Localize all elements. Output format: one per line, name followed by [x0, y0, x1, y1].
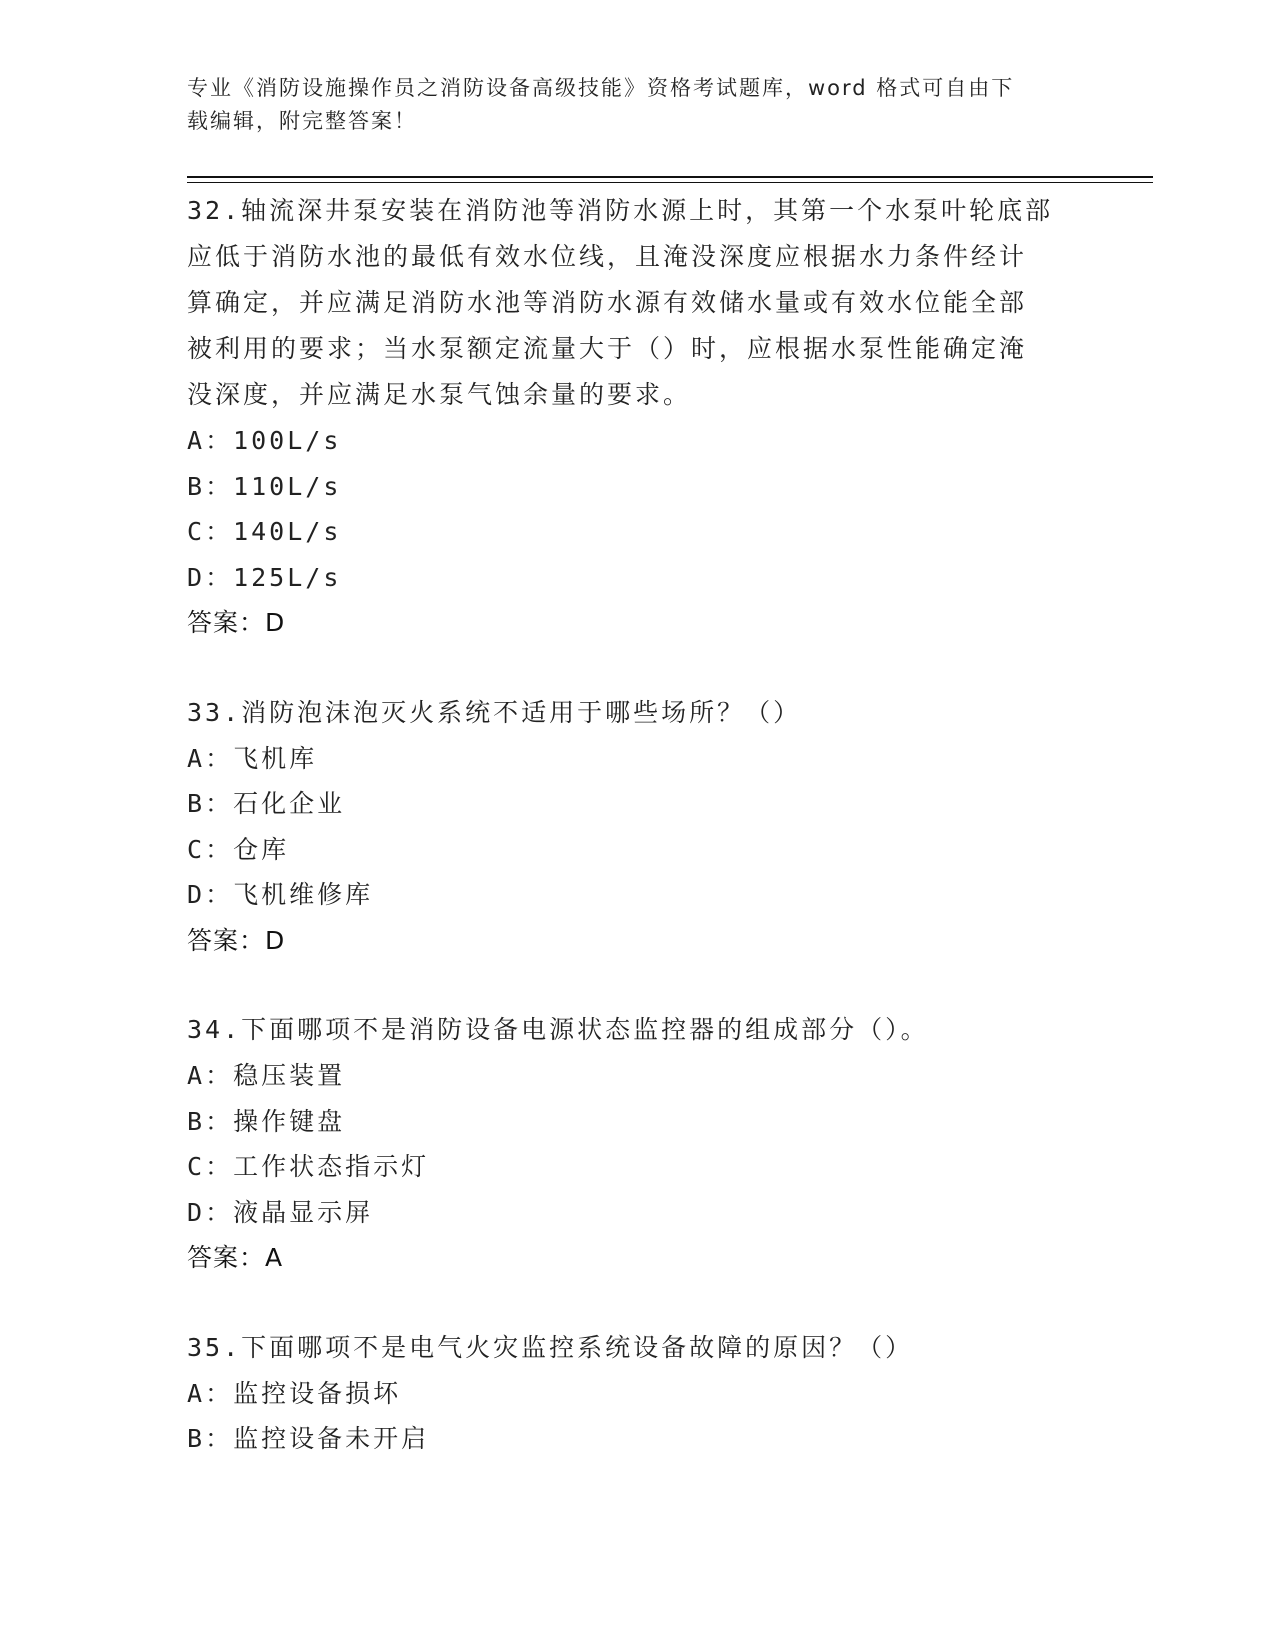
answer-label: 答案：A [187, 1243, 284, 1272]
option-b: B：监控设备未开启 [187, 1424, 430, 1453]
option-a: A：监控设备损坏 [187, 1378, 402, 1408]
option-d: D：飞机维修库 [187, 880, 374, 909]
option-d: D：液晶显示屏 [187, 1197, 374, 1227]
question-34 [187, 1007, 1087, 1281]
stem-line: 没深度，并应满足水泵气蚀余量的要求。 [187, 380, 692, 409]
answer-label: 答案：D [187, 925, 286, 955]
stem-line: 33.消防泡沫泡灭火系统不适用于哪些场所？（） [187, 697, 802, 727]
question-spacer [187, 1281, 1087, 1325]
option-b: B：石化企业 [187, 789, 346, 818]
document-header [187, 72, 1067, 138]
question-stem [187, 690, 1087, 736]
header-line-1: 专业《消防设施操作员之消防设备高级技能》资格考试题库，word 格式可自由下 [187, 76, 1015, 100]
option-c: C：工作状态指示灯 [187, 1152, 430, 1181]
question-spacer [187, 646, 1087, 690]
question-stem [187, 188, 1087, 418]
stem-line: 32.轴流深井泵安装在消防池等消防水源上时，其第一个水泵叶轮底部 [187, 196, 1054, 225]
question-stem [187, 1325, 1087, 1371]
option-b: B：110L/s [187, 471, 342, 501]
option-b: B：操作键盘 [187, 1106, 346, 1136]
question-35 [187, 1325, 1087, 1462]
stem-line: 应低于消防水池的最低有效水位线，且淹没深度应根据水力条件经计 [187, 242, 1028, 271]
stem-line: 35.下面哪项不是电气火灾监控系统设备故障的原因？（） [187, 1332, 914, 1362]
option-a: A：稳压装置 [187, 1061, 346, 1090]
question-33 [187, 690, 1087, 964]
question-spacer [187, 963, 1087, 1007]
question-list [187, 188, 1087, 1462]
option-a: A：100L/s [187, 426, 342, 455]
option-c: C：140L/s [187, 517, 342, 546]
stem-line: 算确定，并应满足消防水池等消防水源有效储水量或有效水位能全部 [187, 288, 1028, 317]
option-d: D：125L/s [187, 562, 342, 592]
stem-line: 34.下面哪项不是消防设备电源状态监控器的组成部分（）。 [187, 1015, 929, 1044]
header-line-2: 载编辑，附完整答案！ [187, 109, 417, 133]
option-c: C：仓库 [187, 834, 290, 864]
stem-line: 被利用的要求；当水泵额定流量大于（）时，应根据水泵性能确定淹 [187, 334, 1028, 363]
answer-label: 答案：D [187, 608, 286, 637]
option-a: A：飞机库 [187, 743, 318, 773]
header-divider-thin [187, 182, 1153, 183]
header-divider-thick [187, 176, 1153, 178]
question-stem [187, 1007, 1087, 1053]
question-32 [187, 188, 1087, 646]
